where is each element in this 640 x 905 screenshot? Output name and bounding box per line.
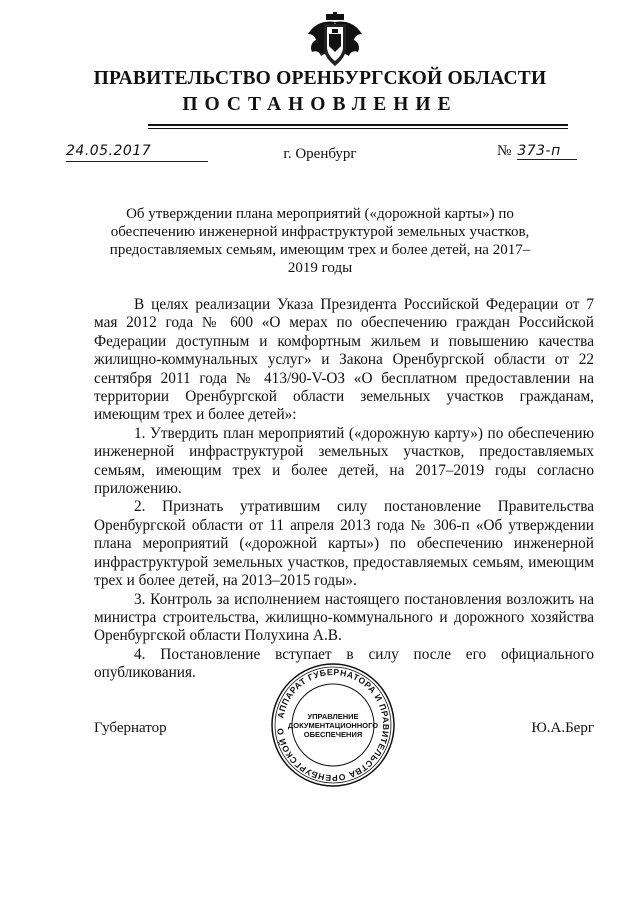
document-body [94,296,594,683]
header-rule-thick [148,124,568,126]
document-subject: Об утверждении плана мероприятий («дорожной карты») по обеспечению инженерной инфраструктурой земельных участков, предоставляемых семьям, имеющим трех и более детей, на 2017–2019 годы [109,206,531,276]
government-title: ПРАВИТЕЛЬСТВО ОРЕНБУРГСКОЙ ОБЛАСТИ [93,68,547,89]
official-stamp [270,662,396,788]
coat-of-arms-icon [302,12,368,70]
stamp-ring-text: АППАРАТ ГУБЕРНАТОРА И ПРАВИТЕЛЬСТВА ОРЕНБУРГСКОЙ О [274,666,392,784]
stamp-line-1: УПРАВЛЕНИЕ [307,711,359,721]
document-number [497,143,577,160]
document-date-value: 24.05.2017 [66,143,152,159]
document-number-value: 373-п [517,143,577,160]
signatory-position: Губернатор [94,720,167,736]
clause-3: 3. Контроль за исполнением настоящего постановления возложить на министра строительства, жилищно-коммунального и дорожного хозяйства Оренбургской области Полухина А.В. [94,590,594,645]
preamble-paragraph: В целях реализации Указа Президента Российской Федерации от 7 мая 2012 года № 600 «О мерах по обеспечению граждан Российской Федерации доступным и комфортным жильем и повышению качества жилищно-коммунальных услуг» и Закона Оренбургской области от 22 сентября 2011 года № 413/90-V-ОЗ «О бесплатном предоставлении на территории Оренбургской области земельных участков гражданам, имеющим трех и более детей»: [94,296,594,424]
document-type: ПОСТАНОВЛЕНИЕ [182,94,458,115]
number-sign: № [497,143,512,159]
document-city: г. Оренбург [283,146,357,162]
stamp-line-3: ОБЕСПЕЧЕНИЯ [303,729,363,739]
clause-2: 2. Признать утратившим силу постановление Правительства Оренбургской области от 11 апреля 2013 года № 306-п «Об утверждении плана мероприятий («дорожной карты») по обеспечению инженерной инфраструктурой земельных участков, предоставляемых семьям, имеющим трех и более детей, на 2013–2015 годы». [94,498,594,590]
stamp-center-text [270,662,396,788]
clause-4: 4. Постановление вступает в силу после его официального опубликования. [94,645,594,682]
header-rule-thin [148,128,568,129]
signatory-name: Ю.А.Берг [531,720,594,736]
stamp-line-2: ДОКУМЕНТАЦИОННОГО [287,720,379,730]
clause-1: 1. Утвердить план мероприятий («дорожную карту») по обеспечению инженерной инфраструктурой земельных участков, предоставляемых семьям, имеющим трех и более детей, на 2017–2019 годы согласно приложению. [94,424,594,498]
